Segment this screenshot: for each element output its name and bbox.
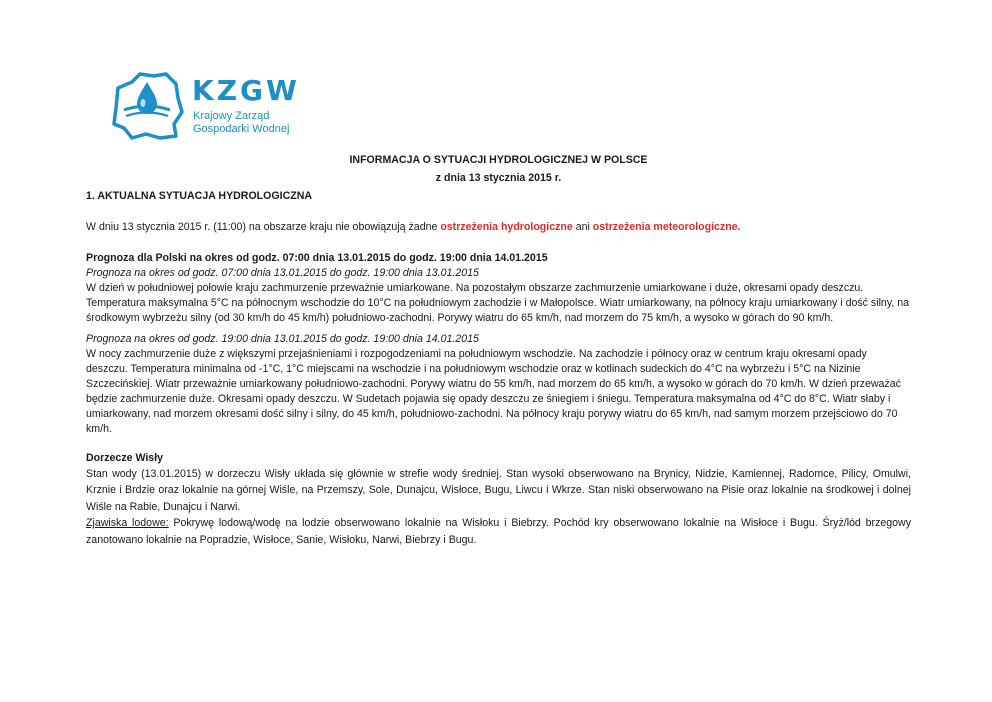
logo-title: KZGW bbox=[192, 74, 300, 107]
hydrological-warnings-link[interactable]: ostrzeżenia hydrologiczne bbox=[440, 221, 573, 233]
ice-phenomena-label: Zjawiska lodowe: bbox=[86, 517, 169, 530]
section-heading: 1. AKTUALNA SYTUACJA HYDROLOGICZNA bbox=[86, 190, 313, 202]
forecast-text-1: W dzień w południowej połowie kraju zachmurzenie przeważnie umiarkowane. Na pozostałym obszarze zachmurzenie umiarkowane i duże, okresami opady deszczu. Temperatura maksymalna 5°C na północnym wschodzie do 10°C na południowym zachodzie i w Małopolsce. Wiatr umiarkowany, na północy kraju umiarkowany i dość silny, na środkowym wybrzeżu silny (od 30 km/h do 45 km/h) południowo-zachodni. Porywy wiatru do 65 km/h, nad morzem do 75 km/h, a wysoko w górach do 90 km/h. bbox=[86, 282, 909, 324]
report-title: INFORMACJA O SYTUACJI HYDROLOGICZNEJ W POLSCE bbox=[349, 154, 648, 166]
forecast-period-2: Prognoza na okres od godz. 19:00 dnia 13.01.2015 do godz. 19:00 dnia 14.01.2015 bbox=[86, 333, 479, 345]
forecast-period-1: Prognoza na okres od godz. 07:00 dnia 13.01.2015 do godz. 19:00 dnia 13.01.2015 bbox=[86, 267, 479, 279]
meteorological-warnings-link[interactable]: ostrzeżenia meteorologiczne. bbox=[592, 221, 741, 233]
document-content bbox=[86, 153, 911, 548]
vistula-basin-heading: Dorzecze Wisły bbox=[86, 452, 164, 464]
warnings-text: W dniu 13 stycznia 2015 r. (11:00) na obszarze kraju nie obowiązują żadne bbox=[86, 221, 441, 233]
warnings-statement bbox=[86, 220, 911, 235]
logo-subtitle-line-1: Krajowy Zarząd bbox=[193, 110, 270, 122]
forecast-heading: Prognoza dla Polski na okres od godz. 07:00 dnia 13.01.2015 do godz. 19:00 dnia 14.01.2015 bbox=[86, 252, 548, 264]
warnings-conjunction: ani bbox=[572, 221, 593, 233]
ice-phenomena-text: Pokrywę lodową/wodę na lodzie obserwowano lokalnie na Wisłoku i Biebrzy. Pochód kry obserwowano lokalnie na Wisłoce i Bugu. Śryż/lód brzegowy zanotowano lokalnie na Popradzie, Wisłoce, Sanie, Wisłoku, Narwi, Biebrzy i Bugu. bbox=[86, 517, 911, 546]
kzgw-logo bbox=[110, 68, 310, 142]
logo-subtitle bbox=[193, 110, 289, 136]
logo-subtitle-line-2: Gospodarki Wodnej bbox=[193, 123, 290, 135]
ice-phenomena-paragraph bbox=[86, 515, 911, 548]
forecast-text-2: W nocy zachmurzenie duże z większymi przejaśnieniami i rozpogodzeniami na południowym wschodzie. Na zachodzie i północy oraz w centrum kraju okresami opady deszczu. Temperatura minimalna od -1°C, 1°C miejscami na wschodzie i na południowym wschodzie oraz w kotlinach sudeckich do 4°C na wybrzeżu i 5°C na Nizinie Szczecińskiej. Wiatr przeważnie umiarkowany południowo-zachodni. Porywy wiatru do 55 km/h, nad morzem do 65 km/h, a wysoko w górach do 70 km/h. W dzień przeważać będzie zachmurzenie duże. Okresami opady deszczu. W Sudetach pojawia się opady deszczu ze śniegiem i śniegu. Temperatura maksymalna od 4°C do 8°C. Wiatr słaby i umiarkowany, nad morzem okresami dość silny i silny, do 45 km/h, południowo-zachodni. Na północy kraju porywy wiatru do 65 km/h, nad samym morzem przejściowo do 70 km/h. bbox=[86, 348, 901, 435]
report-date: z dnia 13 stycznia 2015 r. bbox=[435, 172, 562, 184]
poland-water-drop-icon bbox=[110, 68, 184, 142]
vistula-basin-text: Stan wody (13.01.2015) w dorzeczu Wisły układa się głównie w strefie wody średniej. Stan wysoki obserwowano na Brynicy, Nidzie, Kamiennej, Radomce, Pilicy, Omulwi, Krznie i Brdzie oraz lokalnie na górnej Wiśle, na Przemszy, Sole, Dunajcu, Wisłoce, Bugu, Liwcu i Wkrze. Stan niski obserwowano na Pisie oraz lokalnie na środkowej i dolnej Wiśle na Rabie, Dunajcu i Narwi. bbox=[86, 468, 911, 513]
